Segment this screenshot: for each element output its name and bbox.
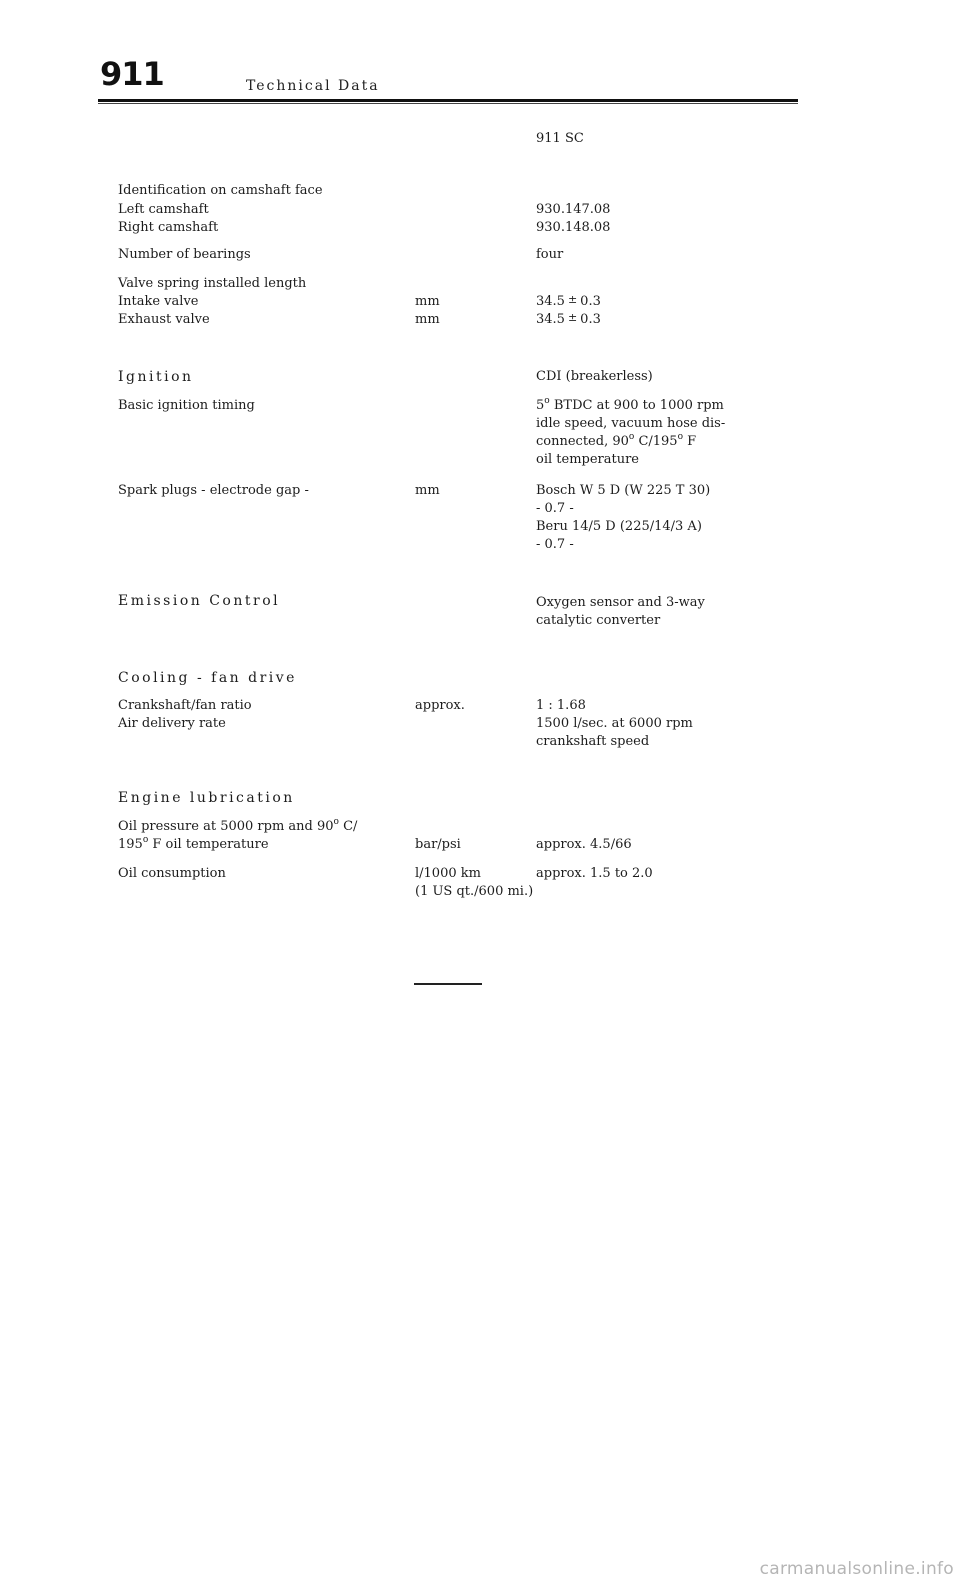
spark-plugs-line-2: - 0.7 - xyxy=(536,501,574,516)
oil-consumption-value: approx. 1.5 to 2.0 xyxy=(536,866,653,881)
spark-plugs-unit: mm xyxy=(415,483,440,498)
spark-plugs-line-1: Bosch W 5 D (W 225 T 30) xyxy=(536,483,711,498)
fan-ratio-label: Crankshaft/fan ratio xyxy=(118,698,252,713)
oil-pressure-unit: bar/psi xyxy=(415,837,461,852)
ignition-timing-line-2: idle speed, vacuum hose dis- xyxy=(536,416,726,431)
bearings-value: four xyxy=(536,247,564,262)
exhaust-valve-value: 34.5 ± 0.3 xyxy=(536,311,601,327)
left-camshaft-value: 930.147.08 xyxy=(536,202,611,217)
right-camshaft-value: 930.148.08 xyxy=(536,220,611,235)
intake-valve-value: 34.5 ± 0.3 xyxy=(536,293,601,309)
valve-spring-title: Valve spring installed length xyxy=(118,276,307,291)
spark-plugs-line-4: - 0.7 - xyxy=(536,537,574,552)
oil-pressure-label-line-2: 195$^o$ F oil temperature xyxy=(118,835,269,852)
exhaust-valve-unit: mm xyxy=(415,312,440,327)
emission-heading: Emission Control xyxy=(118,593,281,609)
model-logo: 911 xyxy=(100,55,164,93)
ignition-system-value: CDI (breakerless) xyxy=(536,369,653,384)
cooling-heading: Cooling - fan drive xyxy=(118,670,297,686)
section-end-rule xyxy=(414,983,482,985)
oil-consumption-label: Oil consumption xyxy=(118,866,226,881)
spark-plugs-label: Spark plugs - electrode gap - xyxy=(118,483,309,498)
fan-ratio-value: 1 : 1.68 xyxy=(536,698,586,713)
ignition-timing-line-3: connected, 90$^o$ C/195$^o$ F xyxy=(536,432,697,449)
camshaft-identification-title: Identification on camshaft face xyxy=(118,183,323,198)
page-title: Technical Data xyxy=(246,78,380,94)
air-delivery-line-1: 1500 l/sec. at 6000 rpm xyxy=(536,716,693,731)
exhaust-valve-label: Exhaust valve xyxy=(118,312,210,327)
ignition-heading: Ignition xyxy=(118,369,194,385)
left-camshaft-label: Left camshaft xyxy=(118,202,209,217)
bearings-label: Number of bearings xyxy=(118,247,251,262)
ignition-timing-label: Basic ignition timing xyxy=(118,398,255,413)
air-delivery-label: Air delivery rate xyxy=(118,716,226,731)
intake-valve-label: Intake valve xyxy=(118,294,199,309)
emission-line-1: Oxygen sensor and 3-way xyxy=(536,595,705,610)
watermark: carmanualsonline.info xyxy=(759,1559,954,1579)
header-rule-thick xyxy=(98,99,798,102)
right-camshaft-label: Right camshaft xyxy=(118,220,219,235)
header-rule-thin xyxy=(98,103,798,104)
oil-pressure-value: approx. 4.5/66 xyxy=(536,837,632,852)
ignition-timing-line-1: 5$^o$ BTDC at 900 to 1000 rpm xyxy=(536,396,724,413)
oil-pressure-label-line-1: Oil pressure at 5000 rpm and 90$^o$ C/ xyxy=(118,817,358,834)
lubrication-heading: Engine lubrication xyxy=(118,790,295,806)
emission-line-2: catalytic converter xyxy=(536,613,661,628)
air-delivery-line-2: crankshaft speed xyxy=(536,734,650,749)
fan-ratio-qualifier: approx. xyxy=(415,698,465,713)
spark-plugs-line-3: Beru 14/5 D (225/14/3 A) xyxy=(536,519,702,534)
oil-consumption-unit-2: (1 US qt./600 mi.) xyxy=(415,884,534,899)
ignition-timing-line-4: oil temperature xyxy=(536,452,640,467)
intake-valve-unit: mm xyxy=(415,294,440,309)
oil-consumption-unit-1: l/1000 km xyxy=(415,866,481,881)
column-header-model: 911 SC xyxy=(536,131,584,146)
